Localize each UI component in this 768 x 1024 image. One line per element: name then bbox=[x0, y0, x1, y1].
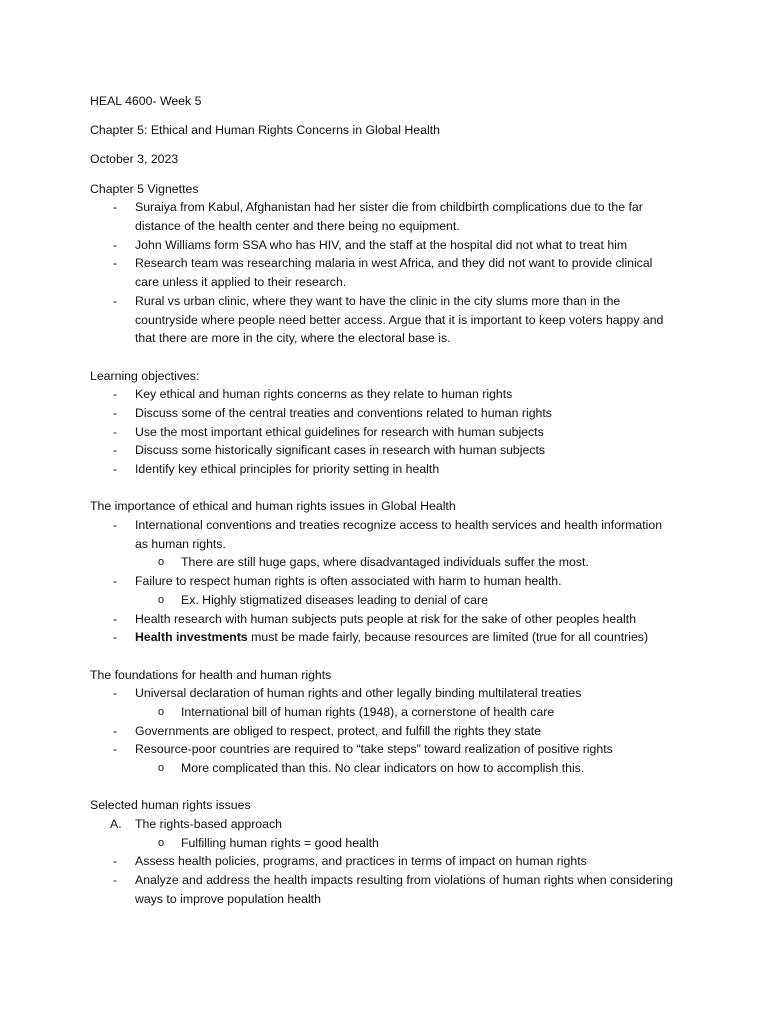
list-item bbox=[90, 722, 678, 741]
sub-list bbox=[135, 703, 678, 722]
list-item bbox=[90, 198, 678, 235]
list-item bbox=[90, 740, 678, 777]
dash-marker: - bbox=[113, 723, 118, 738]
foundations-list bbox=[90, 684, 678, 778]
dash-marker: - bbox=[113, 854, 118, 869]
dash-marker: - bbox=[113, 256, 118, 271]
sub-list-item-text: More complicated than this. No clear indicators on how to accomplish this. bbox=[181, 761, 585, 776]
sub-list bbox=[135, 591, 678, 610]
dash-marker: - bbox=[113, 873, 118, 888]
dash-marker: - bbox=[113, 686, 118, 701]
sub-list-item-text: Fulfilling human rights = good health bbox=[181, 835, 379, 850]
sub-list bbox=[135, 553, 678, 572]
list-item bbox=[90, 404, 678, 423]
dash-marker: - bbox=[113, 630, 118, 645]
list-item bbox=[90, 236, 678, 255]
list-item-text: Rural vs urban clinic, where they want to have the clinic in the city slums more than in the countryside where people need better access. Argue that it is important to keep voters happy and that there are more in the city, where the electoral base is. bbox=[135, 293, 664, 346]
list-item bbox=[90, 254, 678, 291]
list-item bbox=[90, 385, 678, 404]
circle-marker: o bbox=[158, 705, 165, 718]
sub-list-item-text: International bill of human rights (1948), a cornerstone of health care bbox=[181, 704, 555, 719]
sub-list-item bbox=[90, 703, 678, 722]
circle-marker: o bbox=[158, 593, 165, 606]
list-item-text: Analyze and address the health impacts resulting from violations of human rights when considering ways to improve population health bbox=[135, 873, 673, 906]
list-item-text: Assess health policies, programs, and practices in terms of impact on human rights bbox=[135, 854, 587, 869]
dash-marker: - bbox=[113, 611, 118, 626]
sub-list-item bbox=[90, 759, 678, 778]
objectives-list bbox=[90, 385, 678, 479]
list-item-text: Failure to respect human rights is often associated with harm to human health. bbox=[135, 574, 562, 589]
list-item-text: Discuss some of the central treaties and conventions related to human rights bbox=[135, 405, 552, 420]
list-item bbox=[90, 423, 678, 442]
sub-list-item bbox=[90, 834, 678, 853]
selected-alpha-list bbox=[90, 815, 678, 852]
selected-list bbox=[90, 852, 678, 908]
course-title: HEAL 4600- Week 5 bbox=[90, 94, 202, 108]
circle-marker: o bbox=[158, 556, 165, 569]
dash-marker: - bbox=[113, 462, 118, 477]
dash-marker: - bbox=[113, 200, 118, 215]
list-item-text: Identify key ethical principles for priority setting in health bbox=[135, 462, 440, 477]
sub-list-item-text: Ex. Highly stigmatized diseases leading to denial of care bbox=[181, 592, 488, 607]
list-item-text: Research team was researching malaria in west Africa, and they did not want to provide clinical care unless it applied to their research. bbox=[135, 256, 653, 290]
list-item-text: The rights-based approach bbox=[135, 817, 282, 832]
list-item-text: Key ethical and human rights concerns as they relate to human rights bbox=[135, 387, 513, 402]
vignettes-list bbox=[90, 198, 678, 348]
list-item-text: Discuss some historically significant cases in research with human subjects bbox=[135, 443, 546, 458]
list-item-text: must be made fairly, because resources are limited (true for all countries) bbox=[247, 630, 649, 645]
dash-marker: - bbox=[113, 293, 118, 308]
chapter-title: Chapter 5: Ethical and Human Rights Concerns in Global Health bbox=[90, 123, 440, 138]
list-item bbox=[90, 628, 678, 647]
list-item bbox=[90, 684, 678, 721]
section-heading-importance: The importance of ethical and human rights issues in Global Health bbox=[90, 499, 456, 514]
section-heading-foundations: The foundations for health and human rights bbox=[90, 667, 332, 682]
list-item-text: John Williams form SSA who has HIV, and the staff at the hospital did not what to treat him bbox=[135, 237, 628, 252]
section-heading-objectives: Learning objectives: bbox=[90, 368, 200, 383]
list-item-text: International conventions and treaties recognize access to health services and health information as human rights. bbox=[135, 518, 663, 551]
dash-marker: - bbox=[113, 443, 118, 458]
bold-term: Health investments bbox=[135, 630, 248, 645]
circle-marker: o bbox=[158, 762, 165, 775]
circle-marker: o bbox=[158, 836, 165, 849]
list-item-text: Suraiya from Kabul, Afghanistan had her sister die from childbirth complications due to the far distance of the health center and there being no equipment. bbox=[135, 200, 643, 234]
sub-list bbox=[135, 834, 678, 853]
list-item-text: Health research with human subjects puts people at risk for the sake of other peoples health bbox=[135, 611, 637, 626]
list-item bbox=[90, 516, 678, 572]
importance-list bbox=[90, 516, 678, 647]
dash-marker: - bbox=[113, 405, 118, 420]
list-item bbox=[90, 292, 678, 348]
list-item bbox=[90, 441, 678, 460]
section-heading-selected: Selected human rights issues bbox=[90, 798, 251, 813]
list-item bbox=[90, 610, 678, 629]
list-item-text: Use the most important ethical guidelines for research with human subjects bbox=[135, 424, 544, 439]
date: October 3, 2023 bbox=[90, 152, 179, 167]
list-item-text: Universal declaration of human rights and other legally binding multilateral treaties bbox=[135, 686, 582, 701]
dash-marker: - bbox=[113, 518, 118, 533]
list-item bbox=[90, 815, 678, 852]
sub-list-item bbox=[90, 553, 678, 572]
list-item-text: Resource-poor countries are required to “take steps” toward realization of positive rights bbox=[135, 742, 613, 757]
dash-marker: - bbox=[113, 387, 118, 402]
list-item bbox=[90, 852, 678, 871]
dash-marker: - bbox=[113, 424, 118, 439]
sub-list-item bbox=[90, 591, 678, 610]
dash-marker: - bbox=[113, 742, 118, 757]
sub-list-item-text: There are still huge gaps, where disadvantaged individuals suffer the most. bbox=[181, 555, 589, 570]
dash-marker: - bbox=[113, 574, 118, 589]
list-item bbox=[90, 460, 678, 479]
list-item-text: Governments are obliged to respect, protect, and fulfill the rights they state bbox=[135, 723, 542, 738]
section-heading-vignettes: Chapter 5 Vignettes bbox=[90, 181, 199, 196]
sub-list bbox=[135, 759, 678, 778]
dash-marker: - bbox=[113, 237, 118, 252]
list-item bbox=[90, 871, 678, 908]
list-item bbox=[90, 572, 678, 609]
alpha-marker: A. bbox=[110, 817, 122, 832]
